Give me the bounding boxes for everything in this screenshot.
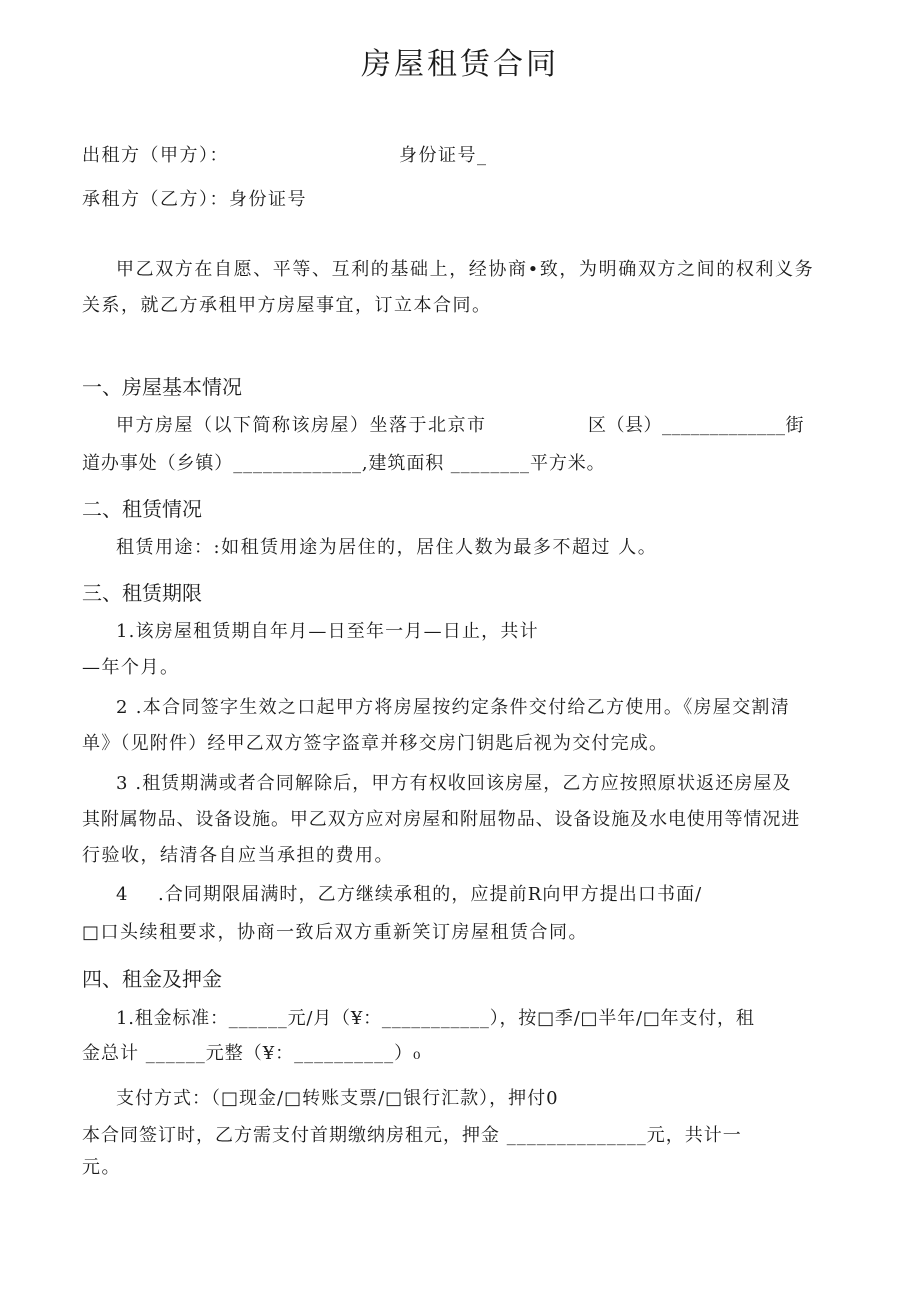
preamble-line-2: 关系，就乙方承租甲方房屋事宜，订立本合同。 xyxy=(82,295,492,316)
section-3-item-3-line-3: 行验收，结清各自应当承担的费用。 xyxy=(82,845,394,866)
section-1-line-1a: 甲方房屋（以下简称该房屋）坐落于北京市 xyxy=(116,415,487,436)
lessor-id-label: 身份证号_ xyxy=(399,145,488,166)
section-3-item-2-line-1: 2 .本合同签字生效之口起甲方将房屋按约定条件交付给乙方使用。《房屋交割清 xyxy=(116,697,790,718)
section-4-payment-line-3: 元。 xyxy=(82,1157,121,1178)
section-3-item-4-line-2: □口头续租要求，协商一致后双方重新笑订房屋租赁合同。 xyxy=(82,922,589,943)
section-3-item-4-number: 4 xyxy=(116,884,128,905)
section-2-heading: 二、租赁情况 xyxy=(82,497,202,521)
section-4-item-1-line-1: 1.租金标准：______元/月（¥：___________），按□季/□半年/□年支付，租 xyxy=(116,1008,755,1029)
section-4-heading: 四、租金及押金 xyxy=(82,967,222,991)
section-3-item-3-line-1: 3 .租赁期满或者合同解除后，甲方有权收回该房屋，乙方应按照原状返还房屋及 xyxy=(116,773,792,794)
section-1-line-1b: 区（县）_____________街 xyxy=(588,415,804,436)
lessee-label: 承租方（乙方）：身份证号 xyxy=(82,189,307,210)
section-3-heading: 三、租赁期限 xyxy=(82,581,202,605)
section-4-payment-line-1: 支付方式：（□现金/□转账支票/□银行汇款），押付0 xyxy=(116,1088,559,1109)
section-3-item-2-line-2: 单》（见附件）经甲乙双方签字盗章并移交房门钥匙后视为交付完成。 xyxy=(82,733,669,754)
section-4-item-1-line-2: 金总计 ______元整（¥：__________）₀ xyxy=(82,1043,422,1064)
section-1-heading: 一、房屋基本情况 xyxy=(82,375,242,399)
section-4-payment-line-2: 本合同签订时，乙方需支付首期缴纳房租元，押金 ______________元，共计一 xyxy=(82,1125,742,1146)
section-3-item-4-line-1: .合同期限届满时，乙方继续承租的，应提前R向甲方提出口书面/ xyxy=(158,884,703,905)
section-3-item-3-line-2: 其附属物品、设备设施。甲乙双方应对房屋和附屈物品、设备设施及水电使用等情况进 xyxy=(82,809,801,830)
lessor-label: 出租方（甲方）： xyxy=(82,145,229,166)
preamble-line-1: 甲乙双方在自愿、平等、互利的基础上，经协商•致，为明确双方之间的权利义务 xyxy=(116,259,815,280)
section-2-line-1: 租赁用途：:如租赁用途为居住的，居住人数为最多不超过 人。 xyxy=(116,537,658,558)
section-1-line-2: 道办事处（乡镇）_____________,建筑面积 ________平方米。 xyxy=(82,453,606,474)
page-title: 房屋租赁合同 xyxy=(361,47,559,82)
section-3-item-1-line-2: —年个月。 xyxy=(82,657,180,678)
section-3-item-1-line-1: 1.该房屋租赁期自年月—日至年一月—日止，共计 xyxy=(116,621,539,642)
